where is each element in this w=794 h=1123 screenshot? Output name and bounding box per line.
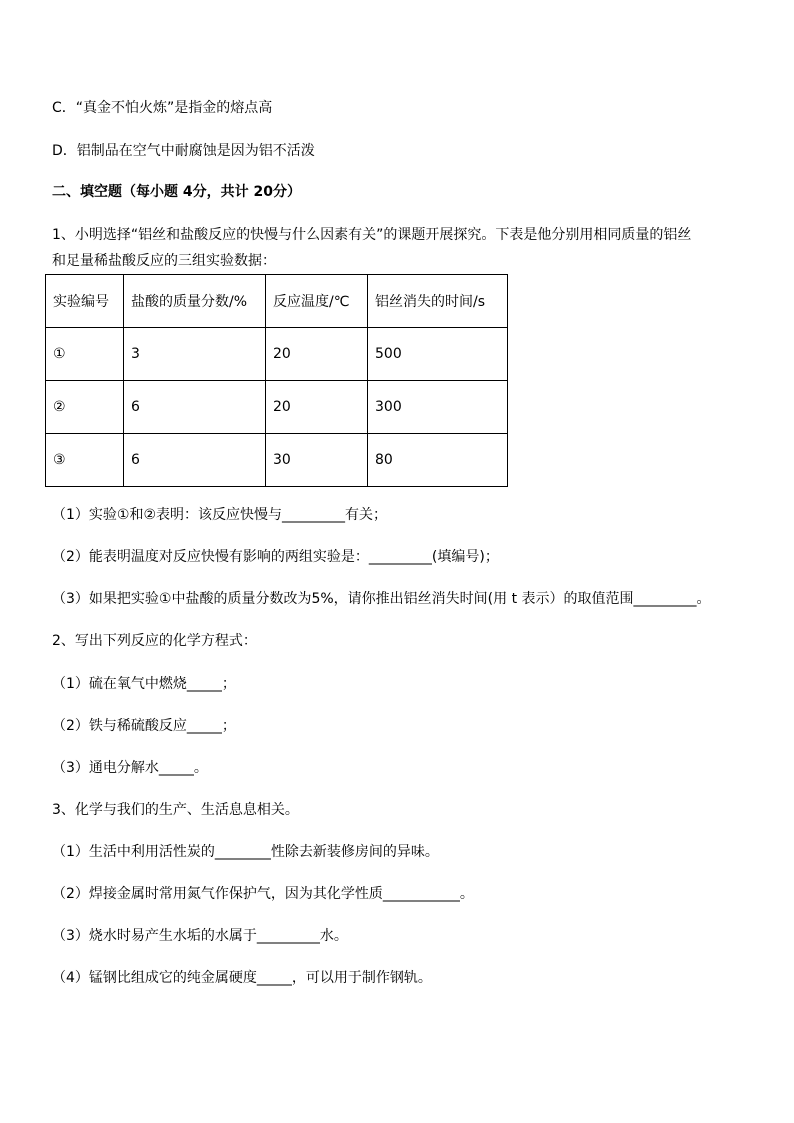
section-title: 二、填空题（每小题 4分，共计 20分）	[52, 184, 301, 200]
q1-sub1: （1）实验①和②表明：该反应快慢与_________有关；	[52, 507, 388, 523]
table-cell: 30	[266, 434, 368, 487]
table-row	[46, 434, 508, 487]
table-cell: 80	[368, 434, 508, 487]
q2-sub1: （1）硫在氧气中燃烧_____；	[52, 676, 236, 692]
q3-sub4: （4）锰钢比组成它的纯金属硬度_____，可以用于制作钢轨。	[52, 970, 432, 986]
table-header-cell: 铝丝消失的时间/s	[368, 275, 508, 328]
table-cell: ①	[46, 328, 124, 381]
table-cell: 6	[124, 381, 266, 434]
table-cell: 6	[124, 434, 266, 487]
table-row	[46, 328, 508, 381]
q3-stem: 3、化学与我们的生产、生活息息相关。	[52, 802, 299, 818]
q3-sub1: （1）生活中利用活性炭的________性除去新装修房间的异味。	[52, 844, 439, 860]
q1-sub2: （2）能表明温度对反应快慢有影响的两组实验是：_________(填编号)；	[52, 549, 499, 565]
table-header-cell: 反应温度/℃	[266, 275, 368, 328]
table-header-cell: 盐酸的质量分数/%	[124, 275, 266, 328]
table-cell: ②	[46, 381, 124, 434]
table-cell: 20	[266, 381, 368, 434]
table-cell: ③	[46, 434, 124, 487]
table-cell: 300	[368, 381, 508, 434]
experiment-data-table	[45, 274, 508, 487]
table-cell: 500	[368, 328, 508, 381]
q1-sub3: （3）如果把实验①中盐酸的质量分数改为5%，请你推出铝丝消失时间(用 t 表示）的取值范围_________。	[52, 591, 711, 607]
table-header-row	[46, 275, 508, 328]
table-cell: 20	[266, 328, 368, 381]
q3-sub2: （2）焊接金属时常用氮气作保护气，因为其化学性质___________。	[52, 886, 474, 902]
table-row	[46, 381, 508, 434]
q2-sub3: （3）通电分解水_____。	[52, 760, 208, 776]
q2-stem: 2、写出下列反应的化学方程式：	[52, 633, 257, 649]
q1-stem-line2: 和足量稀盐酸反应的三组实验数据：	[52, 253, 276, 269]
q1-stem-line1: 1、小明选择“铝丝和盐酸反应的快慢与什么因素有关”的课题开展探究。下表是他分别用相同质量的铝丝	[52, 227, 692, 243]
option-c: C．“真金不怕火炼”是指金的熔点高	[52, 100, 273, 116]
q2-sub2: （2）铁与稀硫酸反应_____；	[52, 718, 236, 734]
q3-sub3: （3）烧水时易产生水垢的水属于_________水。	[52, 928, 348, 944]
option-d: D．铝制品在空气中耐腐蚀是因为铝不活泼	[52, 143, 315, 159]
table-cell: 3	[124, 328, 266, 381]
table-header-cell: 实验编号	[46, 275, 124, 328]
